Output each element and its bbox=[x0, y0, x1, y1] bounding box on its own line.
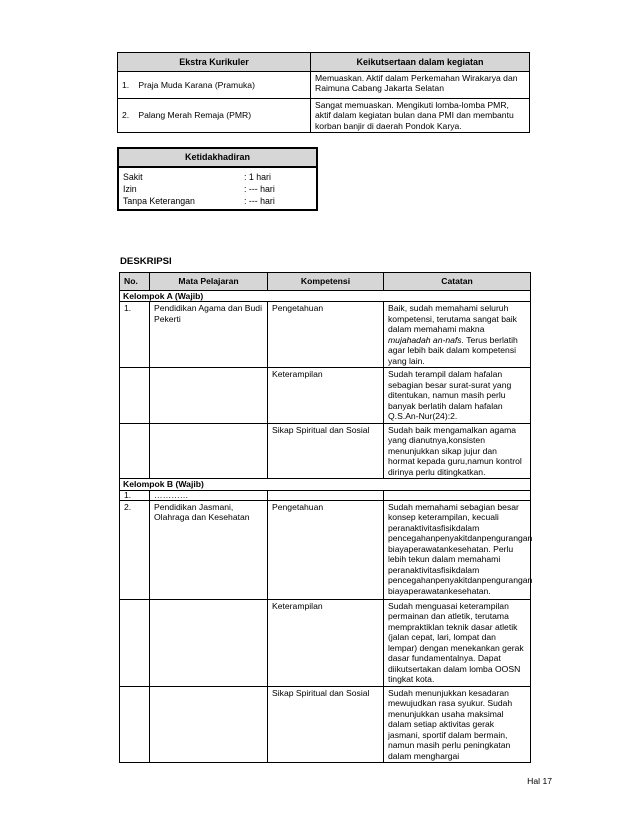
note: Sudah terampil dalam hafalan sebagian besar surat-surat yang ditentukan, namun masih perlu banyak berlatih dalam hafalan Q.S.An-Nur(24):2. bbox=[384, 368, 531, 423]
attendance-label: Sakit bbox=[123, 172, 143, 182]
note: Sudah menguasai keterampilan permainan dan atletik, terutama mempraktiklan teknik dasar atletik (jalan cepat, lari, lompat dan lempar) dengan menekankan gerak dasar fundamentalnya. Dapat diikutsertakan dalam lomba OOSN tingkat kota. bbox=[384, 599, 531, 686]
activity-name: Palang Merah Remaja (PMR) bbox=[138, 110, 252, 121]
attendance-value: : --- hari bbox=[244, 196, 275, 206]
subject-name: Pendidikan Jasmani, Olahraga dan Kesehatan bbox=[150, 500, 268, 599]
table-row bbox=[120, 500, 531, 599]
note bbox=[384, 302, 531, 368]
attendance-row bbox=[119, 171, 316, 183]
group-a-label: Kelompok A (Wajib) bbox=[120, 291, 531, 302]
note: Sudah memahami sebagian besar konsep keterampilan, kecuali peranaktivitasfisikdalam pencegahanpenyakitdanpengurangan biayaperawatankesehatan. Perlu lebih tekun dalam memahami peranaktivitasfisikdalam pencegahanpenyakitdanpengurangan biayaperawatankesehatan. bbox=[384, 500, 531, 599]
row-number: 1. bbox=[120, 490, 150, 500]
group-row bbox=[120, 479, 531, 490]
description-title: DESKRIPSI bbox=[120, 256, 172, 267]
competence: Keterampilan bbox=[268, 368, 384, 423]
competence: Sikap Spiritual dan Sosial bbox=[268, 686, 384, 762]
attendance-label: Tanpa Keterangan bbox=[123, 196, 195, 206]
attendance-box bbox=[117, 147, 318, 211]
activity-name: Praja Muda Karana (Pramuka) bbox=[138, 79, 255, 90]
activity-note: Sangat memuaskan. Mengikuti lomba-lomba PMR, aktif dalam kegiatan bulan dana PMI dan membantu korban banjir di daerah Pondok Karya. bbox=[311, 99, 530, 133]
table-row bbox=[120, 686, 531, 762]
note-text: Terus berlatih agar lebih baik dalam kompetensi yang lain. bbox=[388, 334, 518, 366]
competence: Pengetahuan bbox=[268, 500, 384, 599]
table-row bbox=[120, 490, 531, 500]
extracurricular-header: Ekstra Kurikuler bbox=[118, 53, 311, 72]
activity-cell bbox=[118, 99, 311, 133]
note: Sudah baik mengamalkan agama yang dianutnya,konsisten menunjukkan sikap jujur dan hormat kepada guru,namun kontrol dirinya perlu ditingkatkan. bbox=[384, 423, 531, 478]
page-number: Hal 17 bbox=[527, 776, 552, 786]
activity-cell bbox=[118, 72, 311, 99]
note-emphasis: mujahadah an-nafs. bbox=[388, 334, 464, 345]
attendance-label: Izin bbox=[123, 184, 137, 194]
table-row bbox=[120, 423, 531, 478]
extracurricular-table bbox=[117, 52, 530, 133]
table-row bbox=[118, 99, 530, 133]
attendance-row bbox=[119, 195, 316, 207]
competence-header: Kompetensi bbox=[268, 273, 384, 291]
participation-header: Keikutsertaan dalam kegiatan bbox=[311, 53, 530, 72]
competence: Sikap Spiritual dan Sosial bbox=[268, 423, 384, 478]
group-row bbox=[120, 291, 531, 302]
subject-name: Pendidikan Agama dan Budi Pekerti bbox=[150, 302, 268, 368]
note-text: Baik, sudah memahami seluruh kompetensi, terutama sangat baik dalam memahami makna bbox=[388, 303, 517, 335]
subject-header: Mata Pelajaran bbox=[150, 273, 268, 291]
row-number: 1. bbox=[120, 302, 150, 368]
attendance-value: : --- hari bbox=[244, 184, 275, 194]
competence: Pengetahuan bbox=[268, 302, 384, 368]
row-number: 2. bbox=[120, 500, 150, 599]
attendance-row bbox=[119, 183, 316, 195]
table-row bbox=[120, 368, 531, 423]
group-b-label: Kelompok B (Wajib) bbox=[120, 479, 531, 490]
subject-name: ………… bbox=[150, 490, 268, 500]
row-number: 1. bbox=[122, 79, 130, 90]
attendance-value: : 1 hari bbox=[244, 172, 271, 182]
activity-note: Memuaskan. Aktif dalam Perkemahan Wirakarya dan Raimuna Cabang Jakarta Selatan bbox=[311, 72, 530, 99]
competence: Keterampilan bbox=[268, 599, 384, 686]
table-row bbox=[120, 599, 531, 686]
description-table bbox=[119, 272, 531, 763]
note: Sudah menunjukkan kesadaran mewujudkan rasa syukur. Sudah menunjukkan usaha maksimal dalam setiap aktivitas gerak jasmani, sportif dalam bermain, namun masih perlu peningkatan dalam menghargai bbox=[384, 686, 531, 762]
attendance-title: Ketidakhadiran bbox=[119, 149, 316, 168]
table-row bbox=[120, 302, 531, 368]
note-header: Catatan bbox=[384, 273, 531, 291]
table-row bbox=[118, 72, 530, 99]
row-number: 2. bbox=[122, 110, 130, 121]
no-header: No. bbox=[120, 273, 150, 291]
